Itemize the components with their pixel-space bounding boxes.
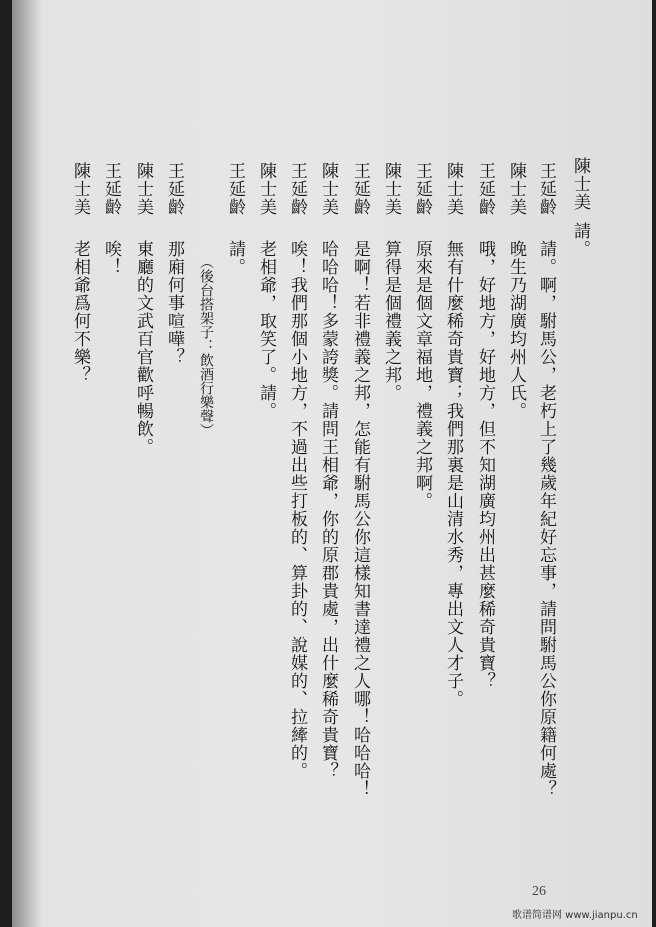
dialogue-line: 算得是個禮義之邦。 — [381, 240, 401, 402]
speaker-label: 王延齡 — [350, 162, 370, 216]
speaker-label: 陳士美 — [506, 162, 526, 216]
dialogue-line: 請。 — [570, 222, 590, 258]
dialogue-line: 哈哈哈！多蒙誇獎。請問王相爺，你的原郡貴處，出什麼稀奇貴寶？ — [318, 240, 338, 780]
book-page — [12, 0, 652, 927]
speaker-label: 陳士美 — [381, 162, 401, 216]
dialogue-line: 那廂何事喧嘩？ — [164, 240, 184, 366]
speaker-label: 王延齡 — [412, 162, 432, 216]
dialogue-line: 請。 — [225, 240, 245, 276]
speaker-label: 王延齡 — [101, 162, 121, 216]
dialogue-line: 東廳的文武百官歡呼暢飲。 — [133, 240, 153, 456]
dialogue-line: 晚生乃湖廣均州人氏。 — [506, 240, 526, 420]
speaker-label: 王延齡 — [287, 162, 307, 216]
stage-direction: （後台搭架子：飲酒行樂聲） — [198, 255, 214, 437]
dialogue-line: 原來是個文章福地，禮義之邦啊。 — [412, 240, 432, 510]
dialogue-line: 老相爺爲何不樂？ — [70, 240, 90, 384]
dialogue-line: 是啊！若非禮義之邦，怎能有駙馬公你這樣知書達禮之人哪！哈哈哈！ — [350, 240, 370, 798]
speaker-label: 陳士美 — [70, 162, 90, 216]
speaker-label: 王延齡 — [475, 162, 495, 216]
dialogue-line: 唉！我們那個小地方，不過出些打板的、算卦的、說媒的、拉縴的。 — [287, 240, 307, 780]
dialogue-line: 老相爺，取笑了。請。 — [256, 240, 276, 420]
page-number: 26 — [532, 884, 546, 899]
speaker-label: 王延齡 — [164, 162, 184, 216]
speaker-label: 陳士美 — [570, 157, 590, 211]
dialogue-line: 請。啊，駙馬公，老朽上了幾歲年紀好忘事，請問駙馬公你原籍何處？ — [536, 240, 556, 798]
book-gutter-shadow — [12, 0, 42, 927]
dialogue-line: 哦，好地方，好地方，但不知湖廣均州出甚麼稀奇貴寶？ — [475, 240, 495, 690]
speaker-label: 陳士美 — [256, 162, 276, 216]
dialogue-line: 唉！ — [101, 240, 121, 276]
speaker-label: 陳士美 — [443, 162, 463, 216]
speaker-label: 陳士美 — [318, 162, 338, 216]
dialogue-line: 無有什麼稀奇貴寶；我們那裏是山清水秀，專出文人才子。 — [443, 240, 463, 708]
speaker-label: 王延齡 — [225, 162, 245, 216]
speaker-label: 陳士美 — [133, 162, 153, 216]
site-watermark: 歌谱简谱网 www.jianpu.cn — [512, 910, 638, 921]
speaker-label: 王延齡 — [536, 162, 556, 216]
